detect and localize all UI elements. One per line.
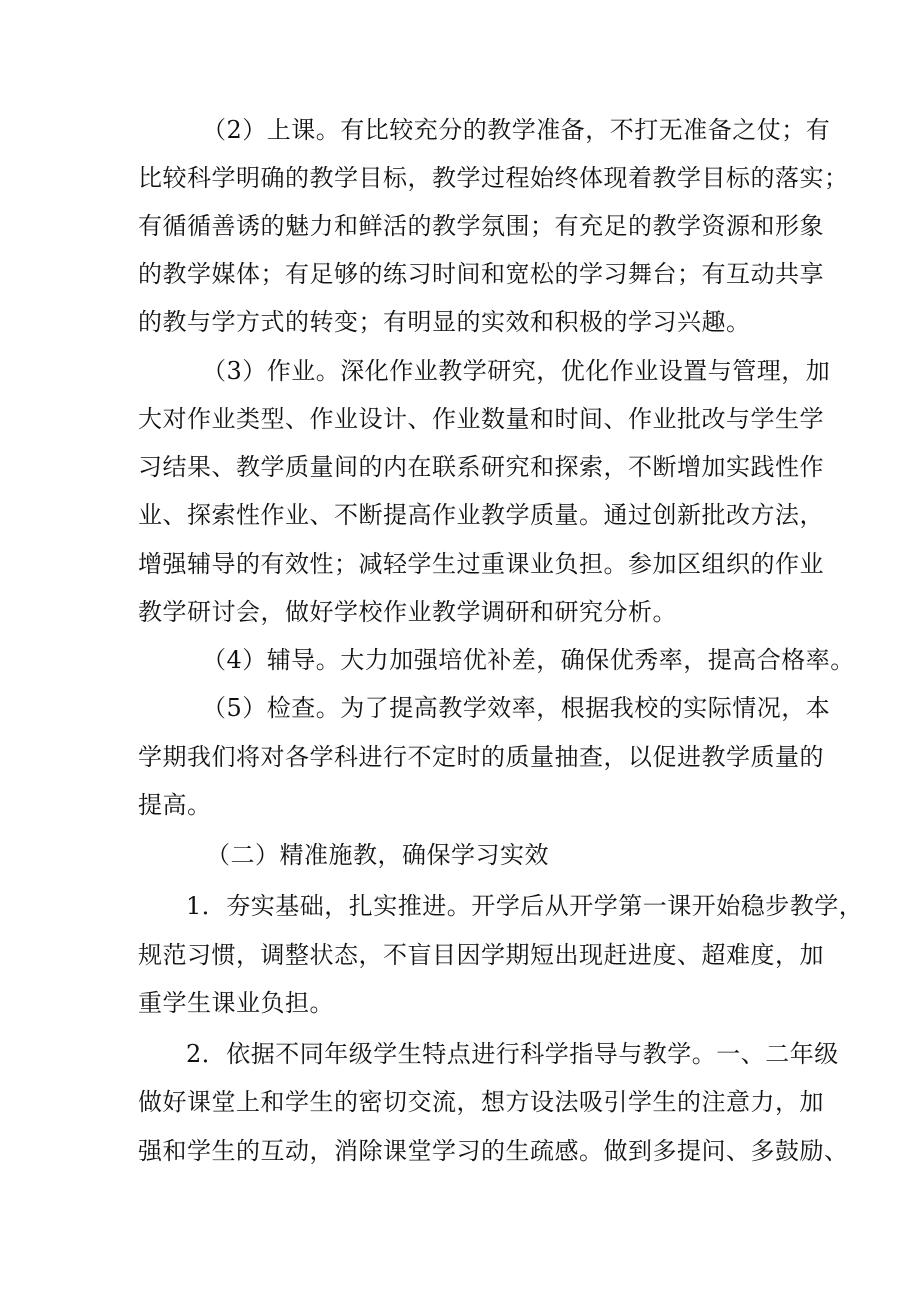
paragraph-line: （4）辅导。大力加强培优补差，确保优秀率，提高合格率。 — [202, 646, 855, 674]
paragraph-line: 教学研讨会，做好学校作业教学调研和研究分析。 — [138, 598, 677, 626]
paragraph-line: 重学生课业负担。 — [138, 989, 334, 1017]
paragraph-line: 强和学生的互动，消除课堂学习的生疏感。做到多提问、多鼓励、 — [138, 1137, 849, 1165]
paragraph-line: 的教学媒体；有足够的练习时间和宽松的学习舞台；有互动共享 — [138, 260, 824, 288]
paragraph-line: 规范习惯，调整状态，不盲目因学期短出现赶进度、超难度，加 — [138, 941, 824, 969]
paragraph-line: 比较科学明确的教学目标，教学过程始终体现着教学目标的落实； — [138, 164, 849, 192]
paragraph-line: 学期我们将对各学科进行不定时的质量抽查，以促进教学质量的 — [138, 743, 824, 771]
paragraph-line: 2．依据不同年级学生特点进行科学指导与教学。一、二年级 — [186, 1040, 839, 1068]
paragraph-line: （3）作业。深化作业教学研究，优化作业设置与管理，加 — [202, 357, 831, 385]
paragraph-line: 有循循善诱的魅力和鲜活的教学氛围；有充足的教学资源和形象 — [138, 212, 824, 240]
paragraph-line: 增强辅导的有效性；减轻学生过重课业负担。参加区组织的作业 — [138, 550, 824, 578]
paragraph-line: （2）上课。有比较充分的教学准备，不打无准备之仗；有 — [202, 116, 831, 144]
paragraph-line: 习结果、教学质量间的内在联系研究和探索，不断增加实践性作 — [138, 453, 824, 481]
section-heading: （二）精准施教，确保学习实效 — [206, 841, 549, 869]
paragraph-line: 业、探索性作业、不断提高作业教学质量。通过创新批改方法， — [138, 501, 824, 529]
paragraph-line: 1．夯实基础，扎实推进。开学后从开学第一课开始稳步教学， — [186, 892, 864, 920]
paragraph-line: 提高。 — [138, 791, 212, 819]
paragraph-line: 的教与学方式的转变；有明显的实效和积极的学习兴趣。 — [138, 308, 751, 336]
paragraph-line: 大对作业类型、作业设计、作业数量和时间、作业批改与学生学 — [138, 405, 824, 433]
paragraph-line: 做好课堂上和学生的密切交流，想方设法吸引学生的注意力，加 — [138, 1088, 824, 1116]
paragraph-line: （5）检查。为了提高教学效率，根据我校的实际情况，本 — [202, 694, 831, 722]
